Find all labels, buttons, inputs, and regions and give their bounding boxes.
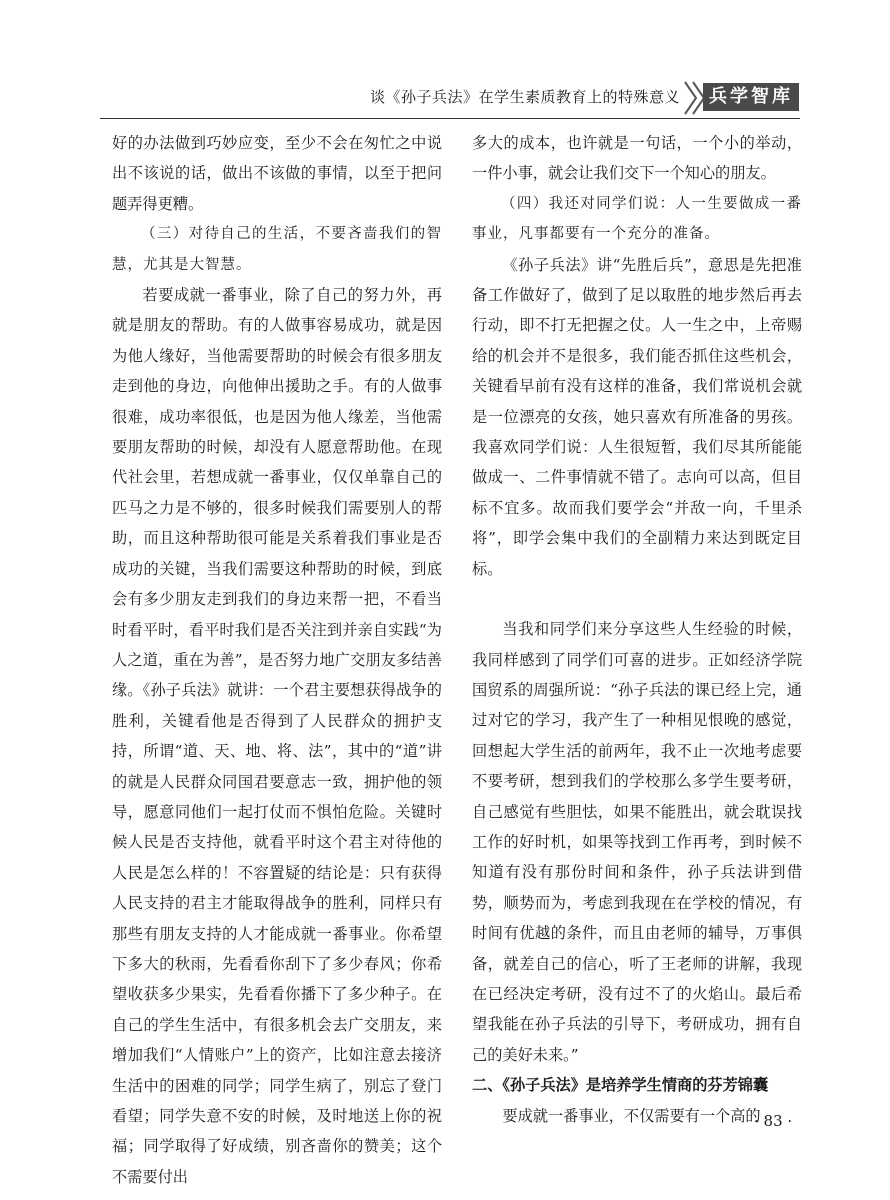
paragraph: 当我和同学们来分享这些人生经验的时候，我同样感到了同学们可喜的进步。正如经济学院国贸系的周强所说：“孙子兵法的课已经上完，通过对它的学习，我产生了一种相见恨晚的感觉，回想起大学生活的前两年，我不止一次地考虑要不要考研，想到我们的学校那么多学生要考研，自己感觉有些胆怯，如果不能胜出，就会耽误找工作的好时机，如果等找到工作再考，到时候不知道有没有那份时间和条件，孙子兵法讲到借势，顺势而为，考虑到我现在在学校的情况，有时间有优越的条件，而且由老师的辅导，万事俱备，就差自己的信心，听了王老师的讲解，我现在已经决定考研，没有过不了的火焰山。最后希望我能在孙子兵法的引导下，考研成功，拥有自己的美好未来。” (472, 620, 802, 1064)
paragraph: 要成就一番事业，不仅需要有一个高的 (502, 1106, 761, 1125)
paragraph: 多大的成本，也许就是一句话，一个小的举动，一件小事，就会让我们交下一个知心的朋友。 (472, 134, 802, 183)
subheading: （三）对待自己的生活，不要吝啬我们的智慧，尤其是大智慧。 (112, 226, 442, 273)
left-column (112, 128, 442, 1192)
paragraph: 若要成就一番事业，除了自己的努力外，再就是朋友的帮助。有的人做事容易成功，就是因为他人缘好，当他需要帮助的时候会有很多朋友走到他的身边，向他伸出援助之手。有的人做事很难，成功率很低，也是因为他人缘差，当他需要朋友帮助的时候，却没有人愿意帮助他。在现代社会里，若想成就一番事业，仅仅单靠自己的匹马之力是不够的，很多时候我们需要别人的帮助，而且这种帮助很可能是关系着我们事业是否成功的关键，当我们需要这种帮助的时候，到底会有多少朋友走到我们的身边来帮一把，不看当时看平时，看平时我们是否关注到并亲自实践“为人之道，重在为善”，是否努力地广交朋友多结善缘。《孙子兵法》就讲：一个君主要想获得战争的胜利，关键看他是否得到了人民群众的拥护支持，所谓“道、天、地、将、法”，其中的“道”讲的就是人民群众同国君要意志一致，拥护他的领导，愿意同他们一起打仗而不惧怕危险。关键时候人民是否支持他，就看平时这个君主对待他的人民是怎么样的！不容置疑的结论是：只有获得人民支持的君主才能取得战争的胜利，同样只有那些有朋友支持的人才能成就一番事业。你希望下多大的秋雨，先看看你刮下了多少春风；你希望收获多少果实，先看看你播下了多少种子。在自己的学生生活中，有很多机会去广交朋友，来增加我们“人情账户”上的资产，比如注意去接济生活中的困难的同学；同学生病了，别忘了登门看望；同学失意不安的时候，及时地送上你的祝福；同学取得了好成绩，别吝啬你的赞美；这个不需要付出 (112, 286, 442, 1186)
paragraph: 好的办法做到巧妙应变，至少不会在匆忙之中说出不该说的话，做出不该做的事情，以至于把问题弄得更糟。 (112, 134, 442, 213)
paragraph: 《孙子兵法》讲“先胜后兵”，意思是先把准备工作做好了，做到了足以取胜的地步然后再去行动，即不打无把握之仗。人一生之中，上帝赐给的机会并不是很多，我们能否抓住这些机会，关键看早前有没有这样的准备，我们常说机会就是一位漂亮的女孩，她只喜欢有所准备的男孩。我喜欢同学们说：人生很短暂，我们尽其所能能做成一、二件事情就不错了。志向可以高，但目标不宜多。故而我们要学会“并敌一向，千里杀将”，即学会集中我们的全副精力来达到既定目标。 (472, 255, 802, 578)
column-brand-label: 兵学智库 (703, 83, 799, 111)
running-header (0, 78, 890, 118)
article-title: 谈《孙子兵法》在学生素质教育上的特殊意义 (369, 88, 680, 106)
page-number: · 83 · (754, 1112, 793, 1130)
right-column (472, 128, 802, 1131)
section-heading: 二、《孙子兵法》是培养学生情商的芬芳锦囊 (472, 1076, 769, 1095)
paragraph-spacer (472, 584, 802, 614)
header-divider (100, 118, 800, 119)
subheading: （四）我还对同学们说：人一生要做成一番事业，凡事都要有一个充分的准备。 (472, 195, 802, 243)
